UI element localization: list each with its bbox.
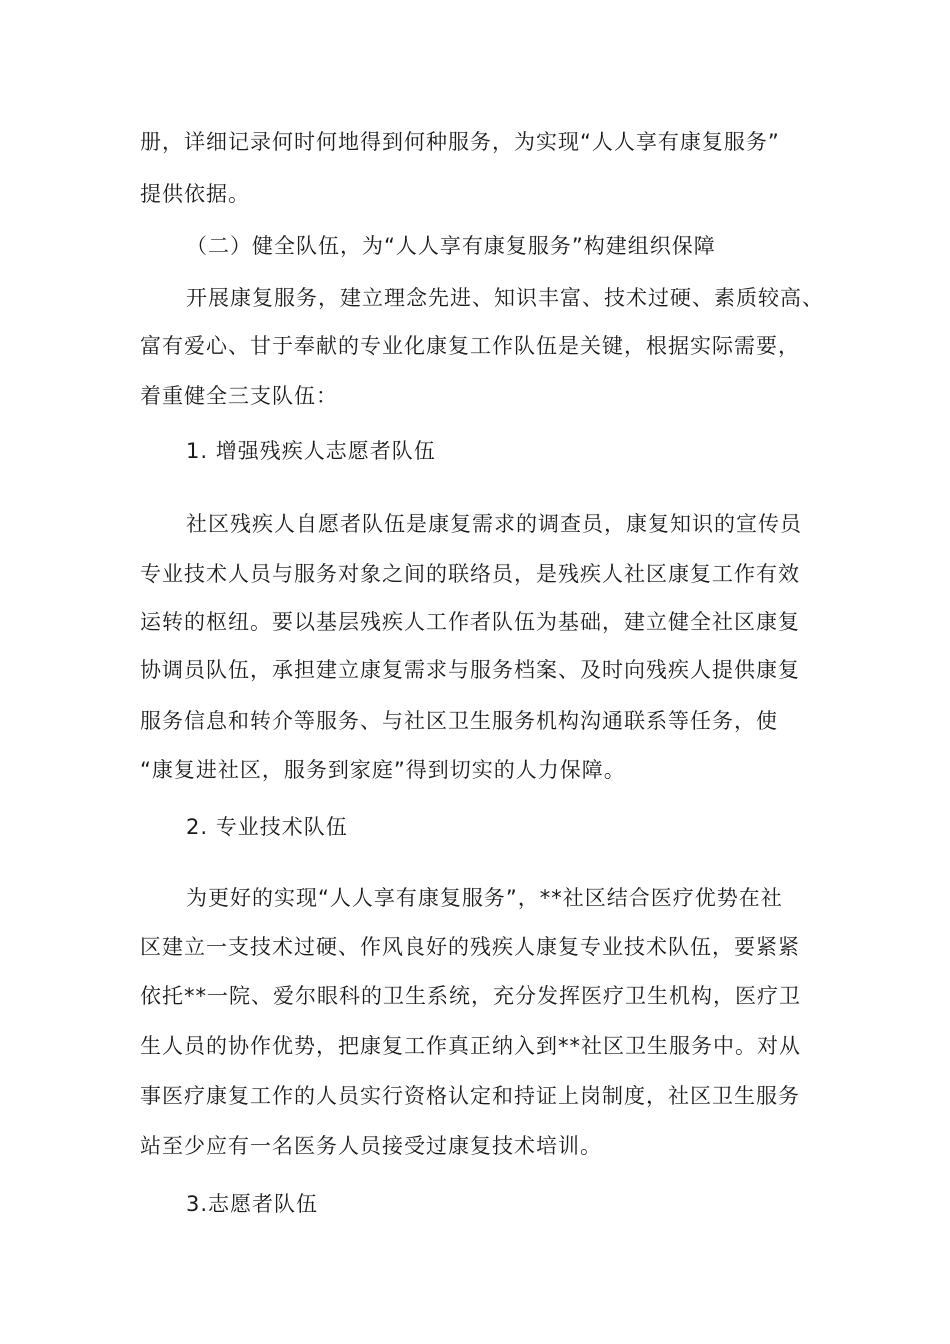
paragraph-line: 富有爱心、甘于奉献的专业化康复工作队伍是关键，根据实际需要， <box>140 334 800 358</box>
paragraph-line: 专业技术人员与服务对象之间的联络员，是残疾人社区康复工作有效 <box>140 562 800 586</box>
paragraph-line: 生人员的协作优势，把康复工作真正纳入到**社区卫生服务中。对从 <box>140 1034 801 1058</box>
paragraph-line: 运转的枢纽。要以基层残疾人工作者队伍为基础，建立健全社区康复 <box>140 610 800 634</box>
paragraph-line: 开展康复服务，建立理念先进、知识丰富、技术过硬、素质较高、 <box>186 286 824 310</box>
paragraph-line: 协调员队伍，承担建立康复需求与服务档案、及时向残疾人提供康复 <box>140 658 800 682</box>
subsection-heading: 2. 专业技术队伍 <box>186 815 348 839</box>
paragraph-line: 提供依据。 <box>140 182 250 206</box>
subsection-heading: 3.志愿者队伍 <box>186 1192 319 1216</box>
paragraph-line: 依托**一院、爱尔眼科的卫生系统，充分发挥医疗卫生机构，医疗卫 <box>140 984 801 1008</box>
paragraph-line: 册，详细记录何时何地得到何种服务，为实现“人人享有康复服务” <box>140 130 780 154</box>
paragraph-line: “康复进社区，服务到家庭”得到切实的人力保障。 <box>140 758 626 782</box>
paragraph-line: 服务信息和转介等服务、与社区卫生服务机构沟通联系等任务，使 <box>140 709 778 733</box>
subsection-heading: 1. 增强残疾人志愿者队伍 <box>186 439 436 463</box>
paragraph-line: 着重健全三支队伍： <box>140 384 338 408</box>
paragraph-line: 为更好的实现“人人享有康复服务”，**社区结合医疗优势在社 <box>186 886 783 910</box>
paragraph-line: 社区残疾人自愿者队伍是康复需求的调查员，康复知识的宣传员 <box>186 512 802 536</box>
paragraph-line: 站至少应有一名医务人员接受过康复技术培训。 <box>140 1134 602 1158</box>
paragraph-line: 事医疗康复工作的人员实行资格认定和持证上岗制度，社区卫生服务 <box>140 1084 800 1108</box>
section-heading: （二）健全队伍，为“人人享有康复服务”构建组织保障 <box>186 234 716 258</box>
paragraph-line: 区建立一支技术过硬、作风良好的残疾人康复专业技术队伍，要紧紧 <box>140 935 800 959</box>
